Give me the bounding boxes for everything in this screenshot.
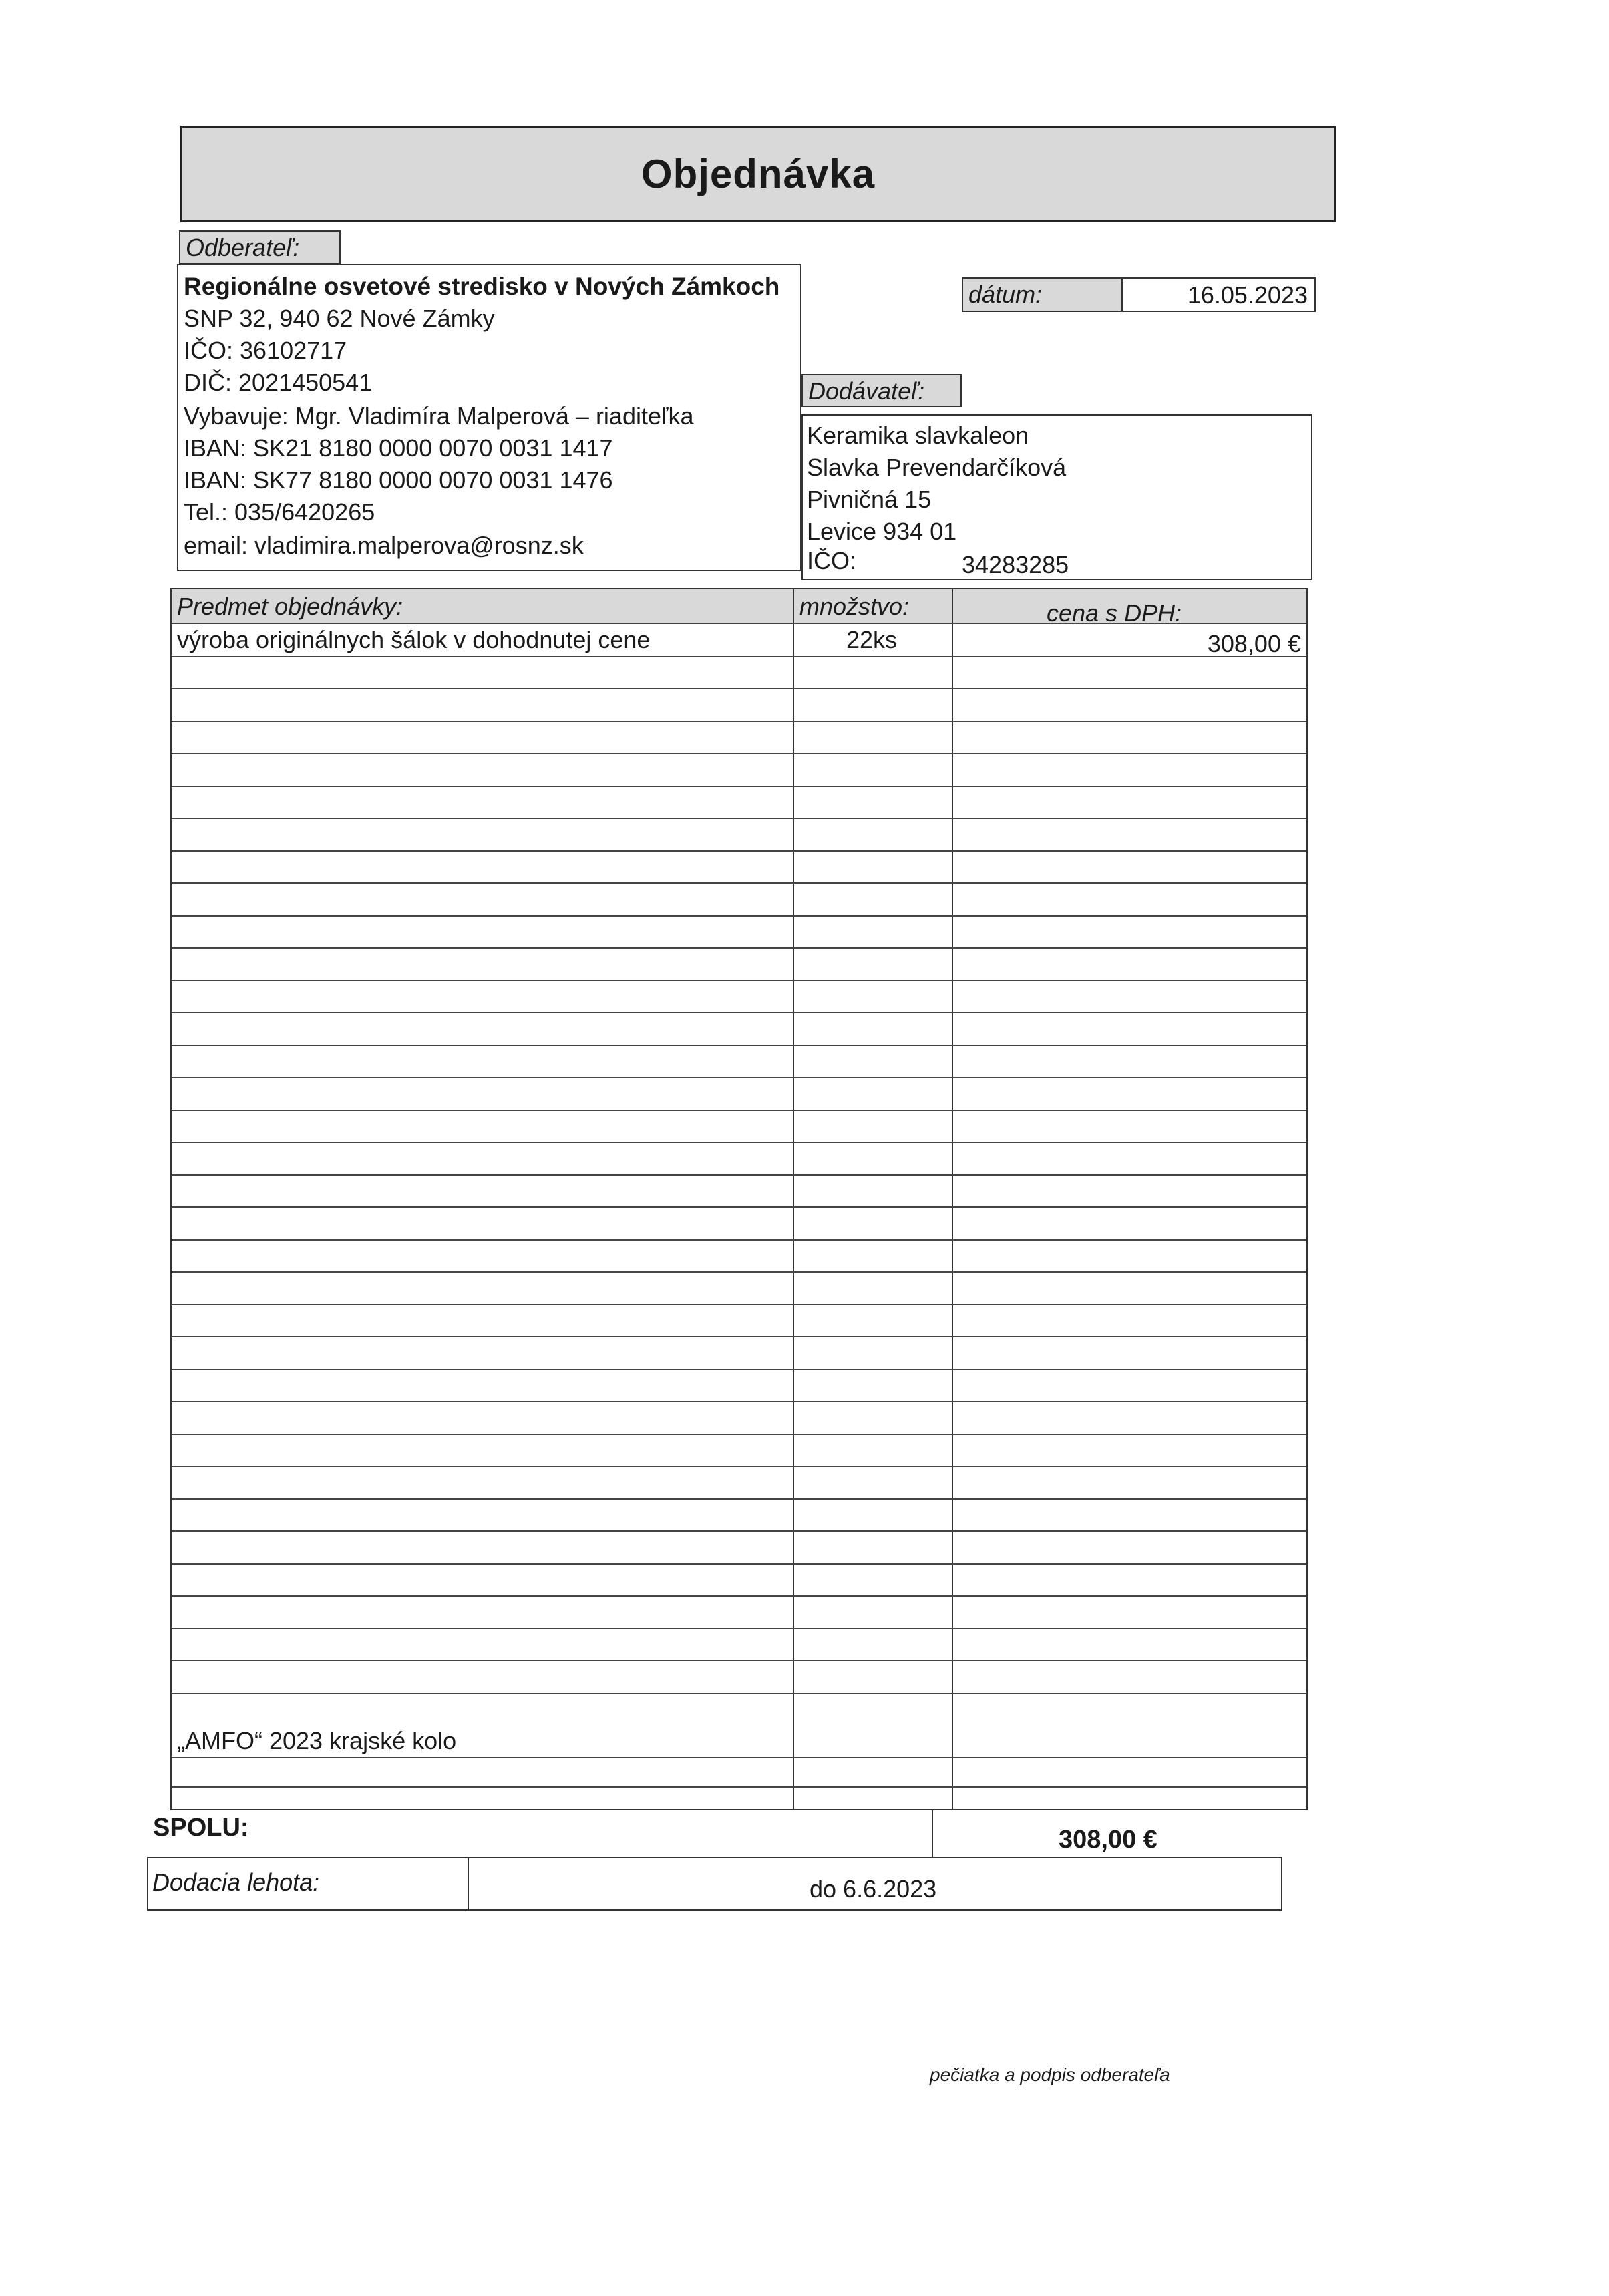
dodavatel-city: Levice 934 01: [807, 518, 957, 545]
table-rule: [172, 1563, 1306, 1565]
signature-note: pečiatka a podpis odberateľa: [930, 2064, 1170, 2085]
odberatel-address: SNP 32, 940 62 Nové Zámky: [184, 305, 495, 332]
odberatel-tel: Tel.: 035/6420265: [184, 498, 375, 526]
table-rule: [172, 1045, 1306, 1046]
odberatel-box: [177, 264, 801, 571]
datum-label: dátum:: [962, 277, 1122, 312]
table-rule: [172, 1142, 1306, 1143]
dodavatel-ico-label: IČO:: [807, 547, 857, 575]
table-rule: [172, 1401, 1306, 1402]
table-rule: [172, 1660, 1306, 1661]
table-rule: [172, 1498, 1306, 1500]
odberatel-iban-1: IBAN: SK21 8180 0000 0070 0031 1417: [184, 434, 613, 462]
table-rule: [172, 1369, 1306, 1370]
row-qty: 22ks: [846, 626, 898, 653]
table-rule: [172, 1757, 1306, 1758]
table-rule: [172, 656, 1306, 657]
dodavatel-ico-value: 34283285: [962, 551, 1069, 579]
dodavatel-name: Keramika slavkaleon: [807, 422, 1029, 449]
table-rule: [172, 1466, 1306, 1467]
datum-box: [1122, 277, 1316, 312]
dodacia-label: Dodacia lehota:: [152, 1868, 320, 1896]
dodacia-divider: [468, 1858, 469, 1909]
table-rule: [172, 1110, 1306, 1111]
table-rule: [172, 915, 1306, 917]
table-rule: [172, 786, 1306, 787]
table-rule: [172, 623, 1306, 624]
table-rule: [172, 1530, 1306, 1532]
header-item: Predmet objednávky:: [177, 593, 403, 620]
table-rule: [172, 980, 1306, 981]
table-rule: [172, 688, 1306, 689]
items-table: [170, 588, 1308, 1810]
row-item: výroba originálnych šálok v dohodnutej cene: [177, 626, 651, 653]
column-divider: [952, 589, 953, 1809]
spolu-label: SPOLU:: [153, 1814, 249, 1842]
odberatel-email: email: vladimira.malperova@rosnz.sk: [184, 532, 584, 559]
table-rule: [172, 1304, 1306, 1305]
table-rule: [172, 1595, 1306, 1597]
row-price: 308,00 €: [1207, 630, 1301, 657]
table-rule: [172, 1174, 1306, 1176]
odberatel-ico: IČO: 36102717: [184, 337, 347, 364]
title-bar: [180, 126, 1336, 222]
table-rule: [172, 882, 1306, 884]
table-rule: [172, 947, 1306, 949]
dodavatel-person: Slavka Prevendarčíková: [807, 454, 1067, 481]
table-rule: [172, 1206, 1306, 1208]
header-qty: množstvo:: [799, 593, 910, 620]
odberatel-name: Regionálne osvetové stredisko v Nových Zámkoch: [184, 273, 780, 300]
odberatel-label: Odberateľ:: [179, 230, 341, 264]
dodacia-row: [147, 1857, 1282, 1911]
spolu-value: 308,00 €: [1059, 1826, 1157, 1854]
dodavatel-label: Dodávateľ:: [801, 374, 962, 407]
table-rule: [172, 753, 1306, 754]
header-price: cena s DPH:: [1047, 599, 1182, 627]
table-note: „AMFO“ 2023 krajské kolo: [177, 1727, 457, 1754]
table-rule: [172, 1271, 1306, 1273]
dodacia-value: do 6.6.2023: [810, 1875, 937, 1903]
table-rule: [172, 1628, 1306, 1629]
table-rule: [172, 1693, 1306, 1694]
dodavatel-box: [801, 414, 1312, 580]
table-rule: [172, 1434, 1306, 1435]
odberatel-iban-2: IBAN: SK77 8180 0000 0070 0031 1476: [184, 466, 613, 494]
datum-value: 16.05.2023: [1187, 281, 1308, 309]
odberatel-dic: DIČ: 2021450541: [184, 369, 373, 396]
table-rule: [172, 1786, 1306, 1788]
table-rule: [172, 850, 1306, 852]
odberatel-vybavuje: Vybavuje: Mgr. Vladimíra Malperová – riaditeľka: [184, 402, 694, 430]
table-rule: [172, 1077, 1306, 1078]
table-rule: [172, 1012, 1306, 1013]
column-divider: [793, 589, 794, 1809]
page-title: Objednávka: [641, 152, 876, 196]
table-rule: [172, 1336, 1306, 1337]
table-rule: [172, 1239, 1306, 1241]
dodavatel-street: Pivničná 15: [807, 486, 932, 513]
table-rule: [172, 818, 1306, 819]
table-rule: [172, 721, 1306, 722]
